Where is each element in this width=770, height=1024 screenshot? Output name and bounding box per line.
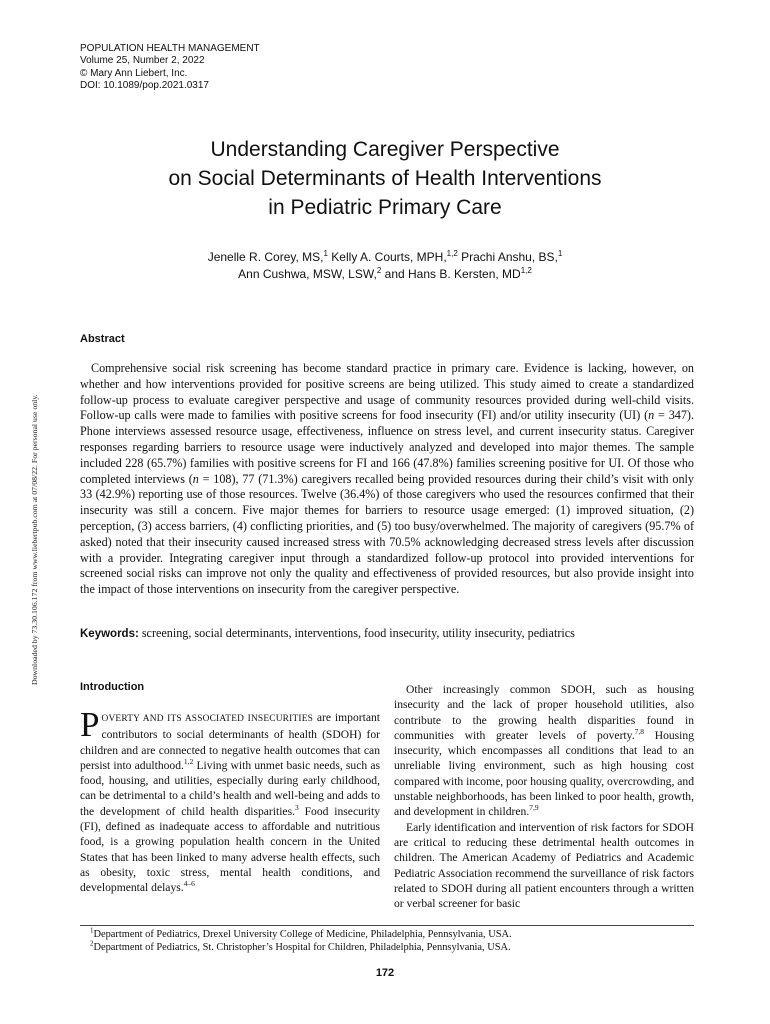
citation-ref[interactable]: 3 [295, 802, 299, 812]
abstract-text: Comprehensive social risk screening has become standard practice in primary care. Evidence is lacking, however, on whether and how interventions provided for positive screens are being utilized. This study aimed to create a standardized follow-up process to evaluate caregiver perspective and usage of community resources provided during well-child visits. Follow-up calls were made to families with positive screens for food insecurity (FI) and/or utility insecurity (UI) ( [80, 361, 694, 423]
author-name: and Hans B. Kersten, MD [381, 267, 521, 281]
footnote-1 [90, 926, 690, 942]
abstract-heading: Abstract [80, 333, 125, 345]
intro-text: Food insecurity (FI), defined as inadequate access to affordable and nutritious food, is a growing population health concern in the United States that has been linked to many adverse health effects, such as obesity, toxic stress, mental health conditions, and developmental delays. [80, 804, 380, 895]
citation-ref[interactable]: 1,2 [183, 757, 194, 767]
footnote-divider [80, 925, 694, 926]
intro-text: Living with unmet basic needs, such as food, housing, and utilities, especially during early childhood, can be detrimental to a child’s health and well-being and adds to the development of child health disparities. [80, 758, 381, 818]
intro-column-right [394, 682, 694, 911]
journal-header [80, 43, 440, 92]
doi-link[interactable]: DOI: 10.1089/pop.2021.0317 [80, 79, 209, 91]
footnote-2 [90, 939, 690, 955]
author-name: Ann Cushwa, MSW, LSW, [238, 267, 377, 281]
title-line-3: in Pediatric Primary Care [268, 196, 502, 219]
title-line-2: on Social Determinants of Health Interventions [168, 167, 602, 190]
abstract-n-symbol: n [648, 408, 655, 423]
footnote-marker: 1 [90, 926, 94, 935]
author-list [90, 249, 680, 283]
title-line-1: Understanding Caregiver Perspective [210, 138, 560, 161]
abstract-text: = 108), 77 (71.3%) caregivers recalled being provided resources during their child’s visit with only 33 (42.9%) reporting use of those resources. Twelve (36.4%) of those caregivers who used the resources confirmed that their insecurity was still a concern. Five major themes for barriers to resource usage emerged: (1) improved situation, (2) perception, (3) access barriers, (4) conflicting priorities, and (5) too busy/overwhelmed. The majority of caregivers (95.7% of asked) noted that their insecurity caused increased stress with 70.5% acknowledging decreased stress levels after discussion with a provider. Integrating caregiver input through a standardized follow-up protocol into provided interventions for screened social risks can improve not only the quality and effectiveness of provided resources, but also provide insight into the impact of those interventions on insecurity from the caregiver perspective. [80, 471, 694, 597]
abstract-n-symbol: n [192, 471, 199, 486]
citation-ref[interactable]: 7,9 [529, 803, 539, 813]
introduction-heading: Introduction [80, 681, 145, 693]
journal-volume: Volume 25, Number 2, 2022 [80, 55, 205, 67]
intro-text: Housing insecurity, which encompasses all conditions that lead to an unreliable living environment, such as high housing cost compared with income, poor housing quality, overcrowding, and unstable neighborhoods, has been linked to poor health, growth, and development in children. [394, 728, 694, 819]
keywords-label: Keywords: [80, 628, 139, 640]
journal-name: POPULATION HEALTH MANAGEMENT [80, 43, 260, 54]
author-name: Jenelle R. Corey, MS, [207, 250, 324, 264]
intro-paragraph [394, 682, 694, 820]
footnote-text: Department of Pediatrics, St. Christopher’s Hospital for Children, Philadelphia, Pennsylvania, USA. [93, 941, 511, 953]
affiliation-footnotes [90, 926, 690, 954]
intro-paragraph: Early identification and intervention of risk factors for SDOH are critical to reducing these detrimental health outcomes in children. The American Academy of Pediatrics and Academic Pediatric Association recommend the surveillance of risk factors related to SDOH during all patient encounters through a written or verbal screener for basic [394, 820, 694, 911]
citation-ref[interactable]: 4–6 [183, 879, 195, 889]
keywords [80, 626, 694, 642]
affiliation-marker: 1 [323, 249, 328, 258]
citation-ref[interactable]: 7,8 [634, 727, 644, 737]
intro-text: are important contributors to social determinants of health (SDOH) for children and are connected to negative health outcomes that can persist into adulthood. [80, 711, 380, 772]
page-number: 172 [375, 967, 395, 979]
author-line-2 [90, 266, 680, 283]
abstract-body [80, 361, 694, 598]
author-name: Prachi Anshu, BS, [457, 250, 558, 264]
abstract-text: = 347). Phone interviews assessed resource usage, effectiveness, influence on stress level, and current insecurity status. Caregiver responses regarding barriers to resource usage were inductively analyzed and developed into major themes. The sample included 228 (65.7%) families with positive screens for FI and 166 (47.8%) families screening positive for UI. Of those who completed interviews ( [80, 408, 694, 486]
author-name: Kelly A. Courts, MPH, [327, 250, 447, 264]
smallcaps-lead: OVERTY AND ITS ASSOCIATED INSECURITIES [101, 714, 314, 724]
affiliation-marker: 1,2 [446, 249, 458, 258]
keywords-text: screening, social determinants, interventions, food insecurity, utility insecurity, pediatrics [138, 626, 575, 640]
footnote-marker: 2 [90, 939, 94, 948]
affiliation-marker: 1,2 [520, 266, 532, 275]
affiliation-marker: 2 [376, 266, 382, 275]
footnote-text: Department of Pediatrics, Drexel University College of Medicine, Philadelphia, Pennsylvania, USA. [93, 929, 512, 940]
download-side-note: Downloaded by 73.30.106.172 from www.liebertpub.com at 07/08/22. For personal use only. [30, 394, 39, 685]
intro-column-left [80, 705, 381, 896]
drop-cap: P [80, 705, 100, 744]
paper-title [60, 135, 710, 222]
copyright-line: © Mary Ann Liebert, Inc. [80, 67, 188, 79]
author-line-1 [90, 249, 680, 266]
affiliation-marker: 1 [557, 249, 563, 258]
intro-text: Other increasingly common SDOH, such as housing insecurity and the lack of proper household utilities, also contribute to the growing health disparities found in communities with greater levels of poverty. [394, 683, 694, 742]
